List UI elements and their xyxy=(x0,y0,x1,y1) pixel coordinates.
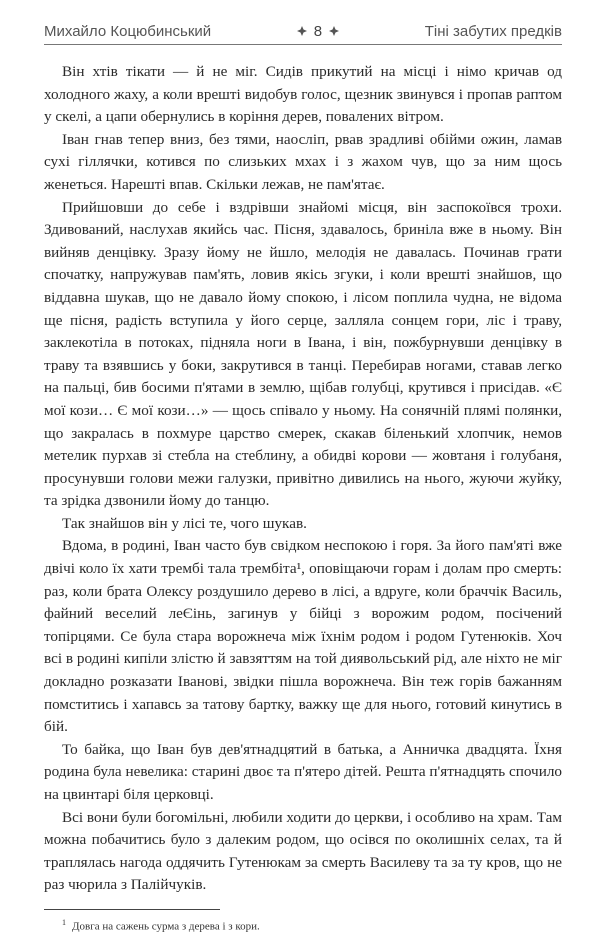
paragraph: Всі вони були богомільні, любили ходити до церкви, і особливо на храм. Там можна побачитись було з далеким родом, що осівся по околишніх селах, та й траплялась нагода оддячить Гутенюкам за смерть Василеву та за ту кров, що не раз чюрила з Палійчуків. xyxy=(44,808,562,894)
paragraph: Так знайшов він у лісі те, чого шукав. xyxy=(62,514,307,532)
header-rule xyxy=(44,44,562,45)
paragraph: То байка, що Іван був дев'ятнадцятий в батька, а Анничка двадцята. Їхня родина була невелика: старині двоє та п'ятеро дітей. Решта п'ятнадцять спочило на цвинтарі біля церковці. xyxy=(44,740,562,803)
header-author: Михайло Коцюбинський xyxy=(44,22,212,40)
right-ornament-icon xyxy=(328,25,340,37)
running-header xyxy=(44,20,562,42)
paragraph: Іван гнав тепер вниз, без тями, наосліп, рвав зрадливі обійми ожин, ламав сухі гіллячки, котився по слизьких мхах і з жахом чув, що за ним щось жeнеться. Нарешті впав. Скільки лежав, не пам'ятає. xyxy=(44,130,562,193)
footnote-rule xyxy=(44,909,220,910)
paragraph: Він хтів тікати — й не міг. Сидів прикутий на місці і німо кричав од холодного жаху, а коли врешті видобув голос, щезник звинувся і пропав раптом у скелі, а цапи обернулись в коріння дерев, повалених вітром. xyxy=(44,63,562,126)
header-book-title: Тіні забутих предків xyxy=(424,22,562,40)
paragraph: Вдома, в родині, Іван часто був свідком неспокою і горя. За його пам'яті вже двічі коло їх хати трембі тала трембіта¹, оповіщаючи горам і долам про смерть: раз, коли брата Олексу роздушило дерево в лісі, а вдруге, коли браччік Василь, файний веселий леЄінь, загинув у бійці з ворожим родом, посічений топірцями. Се була стара ворожнеча між їхнім родом і родом Гутенюків. Хоч всі в родині кипіли злістю й завзяттям на той диявольський рід, але ніхто не міг докладно розказати Іванові, звідки пішла ворожнеча. Він теж горів бажанням помститись і хапавсь за татову бартку, важку ще для нього, готовий кинутись в бій. xyxy=(44,537,562,736)
footnote xyxy=(44,918,562,933)
paragraph: Прийшовши до себе і вздрівши знайомі місця, він заспокоївся трохи. Здивований, наслухав якийсь час. Пісня, здавалось, бриніла вже в ньому. Він вийняв денцівку. Зразу йому не йшло, мелодія не давалась. Починав грати спочатку, напружував пам'ять, ловив якісь згуки, і коли врешті знайшов, що віддавна шукав, що не давало йому спокою, і лісом поплила чудна, не відома ще пісня, радість вступила у його серце, залляла сонцем гори, ліс і траву, заклекотіла в потоках, підняла ноги в Івана, і він, пожбурнувши денцівку в траву та взявшись у боки, закрутився в танці. Перебирав ногами, ставав легко на пальці, бив босими п'ятами в землю, щібав голубці, крутився і присідав. «Є мої кози… Є мої кози…» — щось співало у ньому. На сонячній плямі полянки, що закралась в похмуре царство смерек, скакав біленький хлопчик, немов метелик пурхав зі стебла на стеблину, а обидві корови — жовтаня і голубаня, просунувши голови межи галузки, привітно дивились на нього, жуючи жуйку, та зрідка дзвонили йому до танцю. xyxy=(44,198,562,510)
page-number: 8 xyxy=(313,22,323,40)
footnote-text: Довга на сажень сурма з дерева і з кори. xyxy=(72,920,260,933)
page-number-block xyxy=(296,23,340,40)
footnote-marker: 1 xyxy=(62,917,66,927)
body-text xyxy=(44,61,562,897)
left-ornament-icon xyxy=(296,25,308,37)
